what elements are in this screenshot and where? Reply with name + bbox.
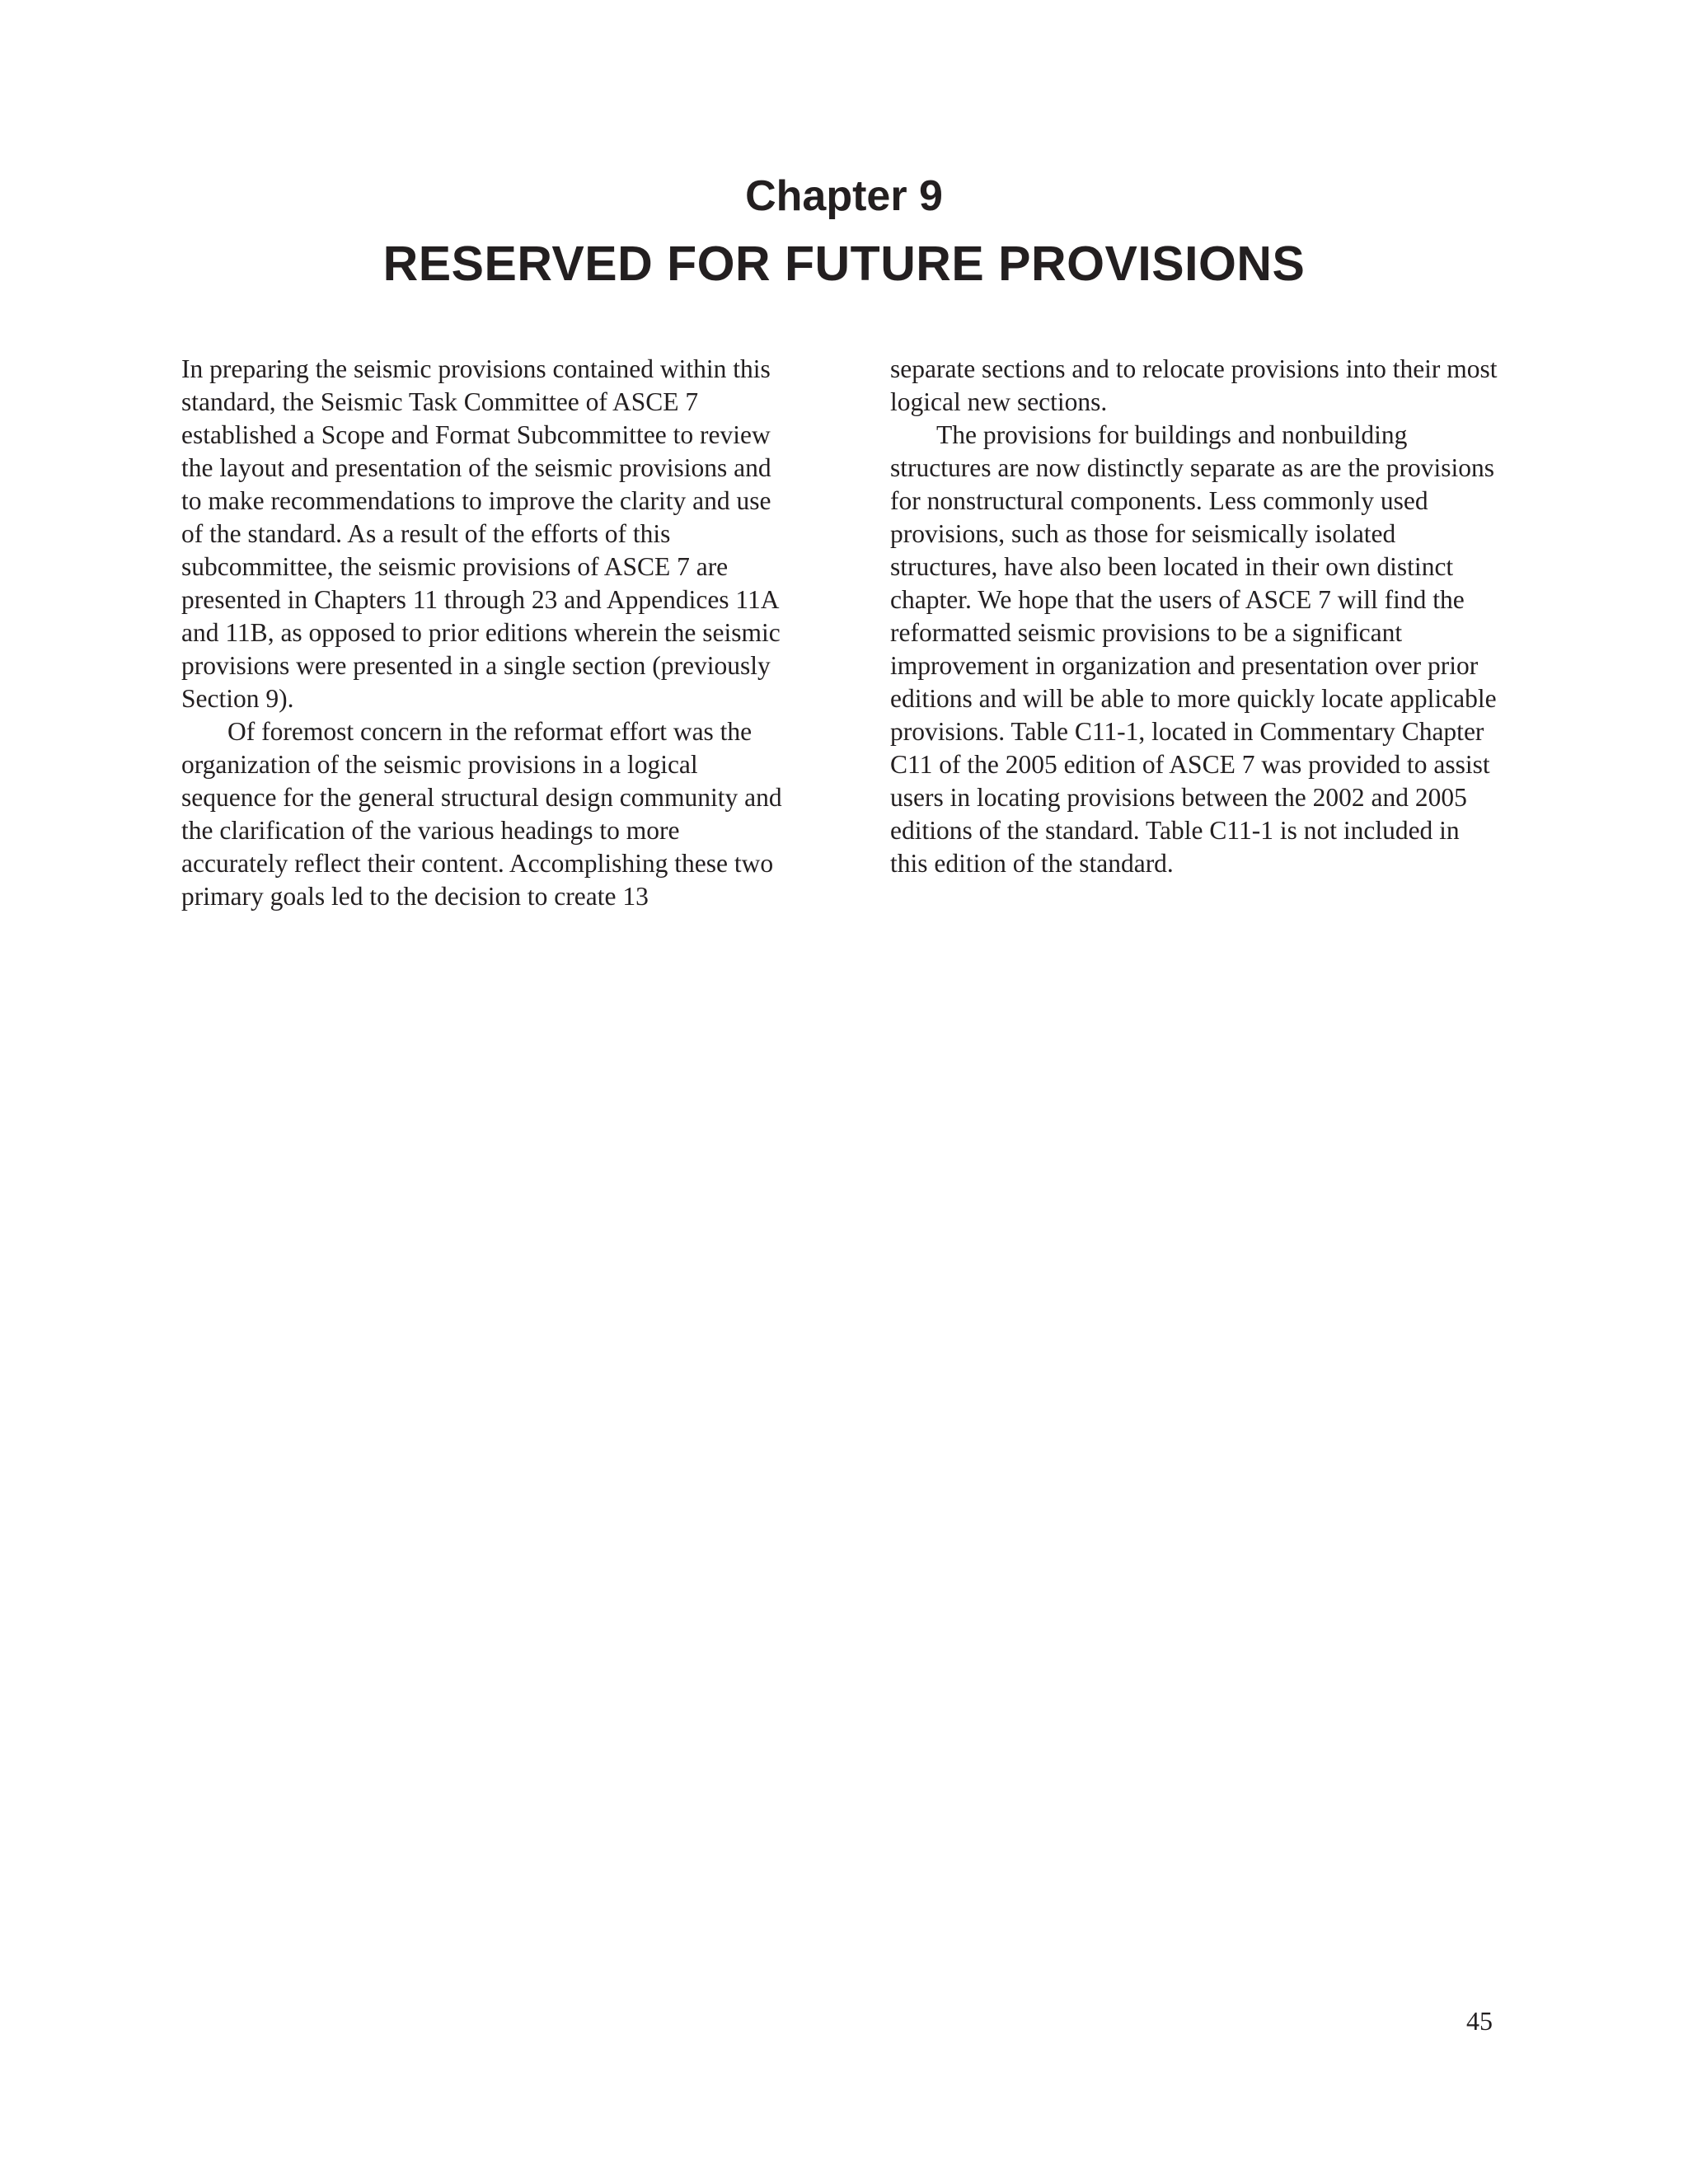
- body-text: [181, 353, 1500, 913]
- right-column: [890, 353, 1500, 913]
- paragraph-2-continued: separate sections and to relocate provisions into their most logical new sections.: [890, 354, 1498, 416]
- paragraph-3: The provisions for buildings and nonbuilding structures are now distinctly separate as are the provisions for nonstructural components. Less commonly used provisions, such as those for seismically isolated structures, have also been located in their own distinct chapter. We hope that the users of ASCE 7 will find the reformatted seismic provisions to be a significant improvement in organization and presentation over prior editions and will be able to more quickly locate applicable provisions. Table C11-1, located in Commentary Chapter C11 of the 2005 edition of ASCE 7 was provided to assist users in locating provisions between the 2002 and 2005 editions of the standard. Table C11-1 is not included in this edition of the standard.: [890, 420, 1497, 878]
- paragraph-2: Of foremost concern in the reformat effort was the organization of the seismic provisions in a logical sequence for the general structural design community and the clarification of the various headings to more accurately reflect their content. Accomplishing these two primary goals led to the decision to create 13: [181, 717, 782, 911]
- paragraph-1: In preparing the seismic provisions contained within this standard, the Seismic Task Committee of ASCE 7 established a Scope and Format Subcommittee to review the layout and presentation of the seismic provisions and to make recommendations to improve the clarity and use of the standard. As a result of the efforts of this subcommittee, the seismic provisions of ASCE 7 are presented in Chapters 11 through 23 and Appendices 11A and 11B, as opposed to prior editions wherein the seismic provisions were presented in a single section (previously Section 9).: [181, 354, 781, 713]
- page-number: 45: [1466, 2006, 1493, 2036]
- chapter-title: RESERVED FOR FUTURE PROVISIONS: [382, 237, 1306, 291]
- chapter-header: [0, 170, 1688, 293]
- chapter-number: Chapter 9: [745, 172, 943, 220]
- left-column: [181, 353, 791, 913]
